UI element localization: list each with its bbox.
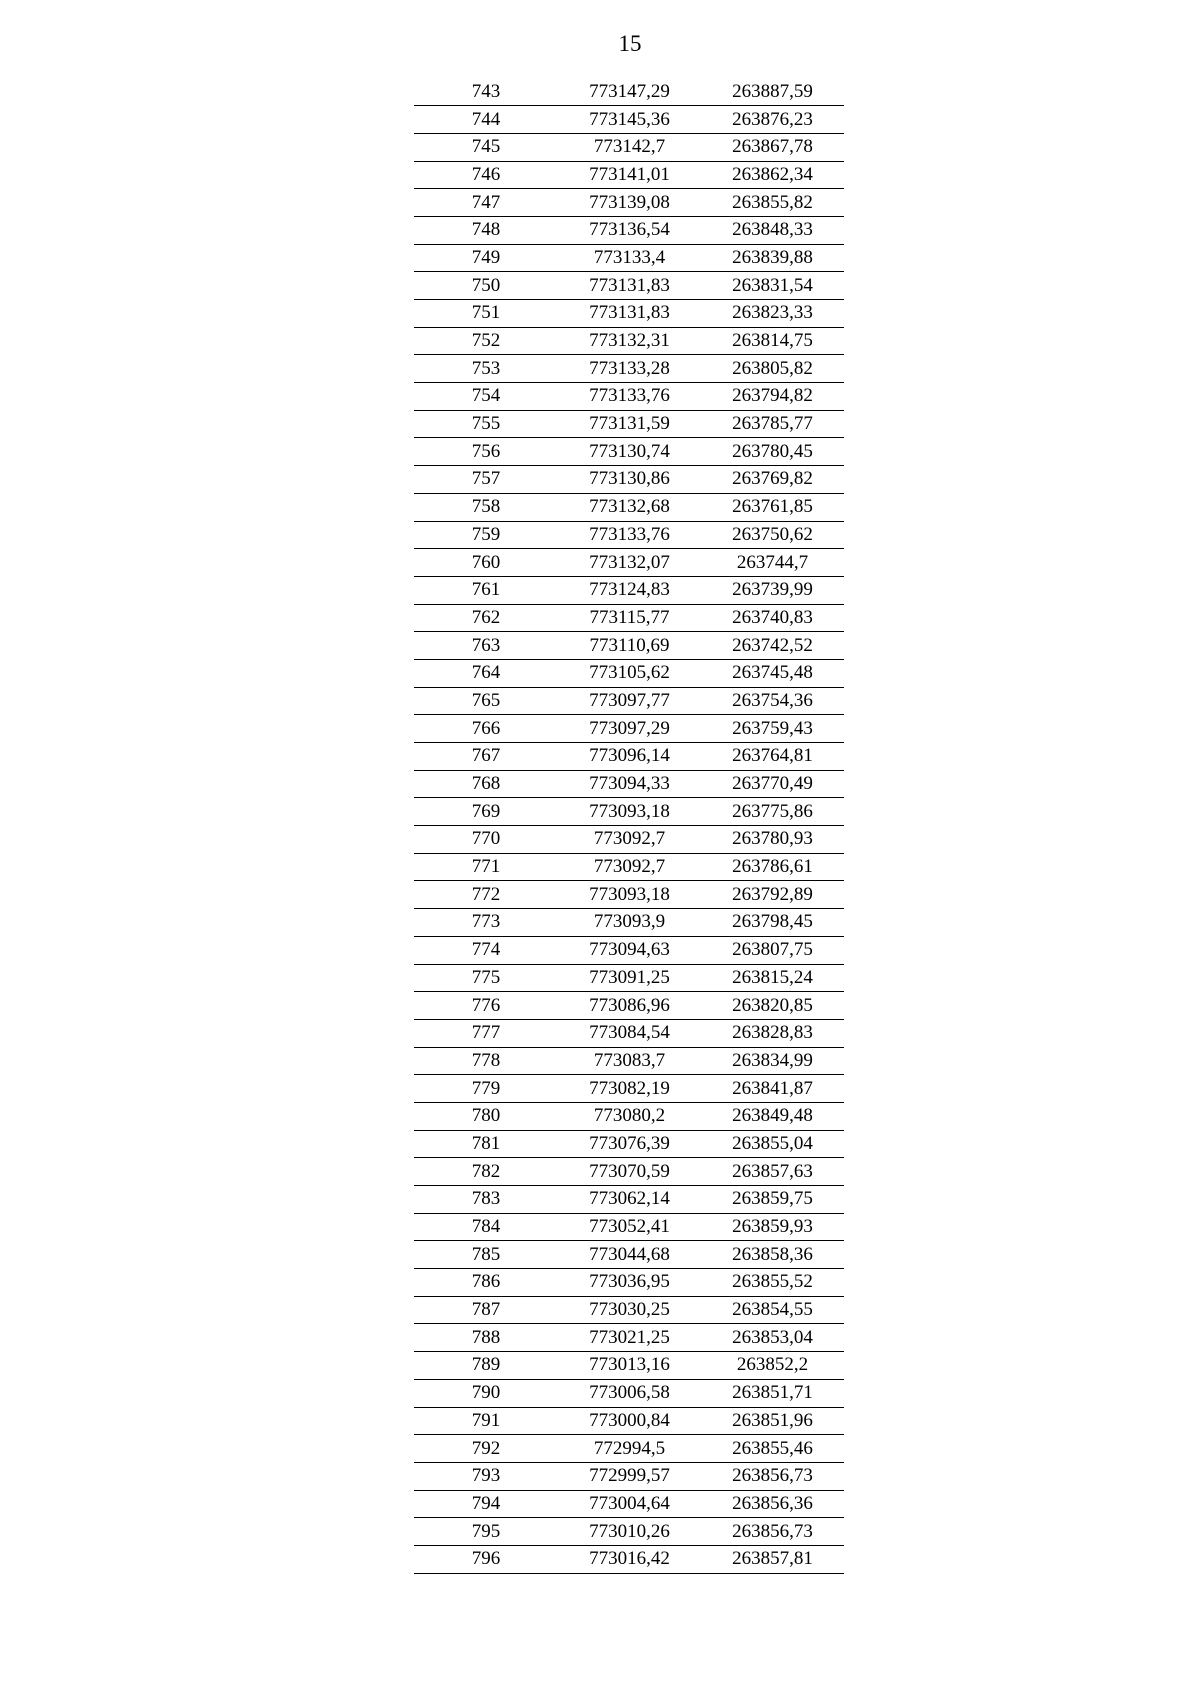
table-row [414, 1186, 844, 1214]
table-row [414, 743, 844, 771]
y-coordinate-cell: 263739,99 [701, 576, 844, 604]
x-coordinate-cell: 773094,63 [558, 936, 701, 964]
table-row [414, 1047, 844, 1075]
table-row [414, 189, 844, 217]
x-coordinate-cell: 773016,42 [558, 1545, 701, 1573]
table-row [414, 1269, 844, 1297]
point-number-cell: 762 [414, 604, 558, 632]
point-number-cell: 781 [414, 1130, 558, 1158]
y-coordinate-cell: 263764,81 [701, 743, 844, 771]
table-row [414, 1490, 844, 1518]
table-row [414, 133, 844, 161]
point-number-cell: 755 [414, 410, 558, 438]
x-coordinate-cell: 773006,58 [558, 1379, 701, 1407]
table-row [414, 936, 844, 964]
y-coordinate-cell: 263849,48 [701, 1102, 844, 1130]
y-coordinate-cell: 263867,78 [701, 133, 844, 161]
y-coordinate-cell: 263828,83 [701, 1019, 844, 1047]
point-number-cell: 769 [414, 798, 558, 826]
y-coordinate-cell: 263742,52 [701, 632, 844, 660]
table-row [414, 770, 844, 798]
point-number-cell: 748 [414, 216, 558, 244]
x-coordinate-cell: 773044,68 [558, 1241, 701, 1269]
y-coordinate-cell: 263831,54 [701, 272, 844, 300]
point-number-cell: 773 [414, 909, 558, 937]
table-row [414, 715, 844, 743]
y-coordinate-cell: 263856,36 [701, 1490, 844, 1518]
y-coordinate-cell: 263786,61 [701, 853, 844, 881]
point-number-cell: 795 [414, 1518, 558, 1546]
point-number-cell: 776 [414, 992, 558, 1020]
y-coordinate-cell: 263851,96 [701, 1407, 844, 1435]
x-coordinate-cell: 773092,7 [558, 826, 701, 854]
point-number-cell: 788 [414, 1324, 558, 1352]
point-number-cell: 747 [414, 189, 558, 217]
point-number-cell: 790 [414, 1379, 558, 1407]
y-coordinate-cell: 263856,73 [701, 1518, 844, 1546]
x-coordinate-cell: 773070,59 [558, 1158, 701, 1186]
y-coordinate-cell: 263792,89 [701, 881, 844, 909]
x-coordinate-cell: 772994,5 [558, 1435, 701, 1463]
x-coordinate-cell: 773093,18 [558, 881, 701, 909]
y-coordinate-cell: 263780,93 [701, 826, 844, 854]
x-coordinate-cell: 773124,83 [558, 576, 701, 604]
x-coordinate-cell: 773052,41 [558, 1213, 701, 1241]
y-coordinate-cell: 263815,24 [701, 964, 844, 992]
y-coordinate-cell: 263857,63 [701, 1158, 844, 1186]
y-coordinate-cell: 263754,36 [701, 687, 844, 715]
x-coordinate-cell: 773092,7 [558, 853, 701, 881]
x-coordinate-cell: 773084,54 [558, 1019, 701, 1047]
point-number-cell: 779 [414, 1075, 558, 1103]
point-number-cell: 768 [414, 770, 558, 798]
coordinates-table-body [414, 78, 844, 1573]
y-coordinate-cell: 263750,62 [701, 521, 844, 549]
y-coordinate-cell: 263744,7 [701, 549, 844, 577]
y-coordinate-cell: 263834,99 [701, 1047, 844, 1075]
point-number-cell: 745 [414, 133, 558, 161]
table-row [414, 992, 844, 1020]
table-row [414, 1545, 844, 1573]
y-coordinate-cell: 263839,88 [701, 244, 844, 272]
page-number: 15 [618, 31, 642, 56]
table-row [414, 853, 844, 881]
y-coordinate-cell: 263775,86 [701, 798, 844, 826]
point-number-cell: 775 [414, 964, 558, 992]
table-row [414, 216, 844, 244]
table-row [414, 1158, 844, 1186]
coordinates-table [414, 78, 844, 1574]
y-coordinate-cell: 263887,59 [701, 78, 844, 106]
x-coordinate-cell: 773110,69 [558, 632, 701, 660]
table-row [414, 493, 844, 521]
y-coordinate-cell: 263855,04 [701, 1130, 844, 1158]
table-row [414, 1241, 844, 1269]
x-coordinate-cell: 773093,9 [558, 909, 701, 937]
x-coordinate-cell: 773133,28 [558, 355, 701, 383]
point-number-cell: 767 [414, 743, 558, 771]
x-coordinate-cell: 773082,19 [558, 1075, 701, 1103]
point-number-cell: 777 [414, 1019, 558, 1047]
point-number-cell: 766 [414, 715, 558, 743]
y-coordinate-cell: 263820,85 [701, 992, 844, 1020]
y-coordinate-cell: 263859,75 [701, 1186, 844, 1214]
table-row [414, 78, 844, 106]
point-number-cell: 750 [414, 272, 558, 300]
table-row [414, 106, 844, 134]
y-coordinate-cell: 263745,48 [701, 659, 844, 687]
x-coordinate-cell: 773131,59 [558, 410, 701, 438]
x-coordinate-cell: 773147,29 [558, 78, 701, 106]
point-number-cell: 785 [414, 1241, 558, 1269]
y-coordinate-cell: 263848,33 [701, 216, 844, 244]
table-row [414, 1407, 844, 1435]
table-row [414, 272, 844, 300]
point-number-cell: 765 [414, 687, 558, 715]
table-row [414, 438, 844, 466]
x-coordinate-cell: 773083,7 [558, 1047, 701, 1075]
table-row [414, 1213, 844, 1241]
x-coordinate-cell: 773086,96 [558, 992, 701, 1020]
y-coordinate-cell: 263851,71 [701, 1379, 844, 1407]
point-number-cell: 782 [414, 1158, 558, 1186]
x-coordinate-cell: 773091,25 [558, 964, 701, 992]
table-row [414, 909, 844, 937]
point-number-cell: 793 [414, 1462, 558, 1490]
x-coordinate-cell: 773036,95 [558, 1269, 701, 1297]
table-row [414, 161, 844, 189]
table-row [414, 826, 844, 854]
y-coordinate-cell: 263740,83 [701, 604, 844, 632]
table-row [414, 1352, 844, 1380]
x-coordinate-cell: 772999,57 [558, 1462, 701, 1490]
y-coordinate-cell: 263854,55 [701, 1296, 844, 1324]
x-coordinate-cell: 773142,7 [558, 133, 701, 161]
table-row [414, 632, 844, 660]
point-number-cell: 794 [414, 1490, 558, 1518]
table-row [414, 687, 844, 715]
x-coordinate-cell: 773004,64 [558, 1490, 701, 1518]
point-number-cell: 796 [414, 1545, 558, 1573]
point-number-cell: 757 [414, 466, 558, 494]
point-number-cell: 786 [414, 1269, 558, 1297]
point-number-cell: 751 [414, 300, 558, 328]
point-number-cell: 754 [414, 383, 558, 411]
point-number-cell: 772 [414, 881, 558, 909]
point-number-cell: 789 [414, 1352, 558, 1380]
x-coordinate-cell: 773131,83 [558, 272, 701, 300]
table-row [414, 410, 844, 438]
x-coordinate-cell: 773133,76 [558, 521, 701, 549]
point-number-cell: 792 [414, 1435, 558, 1463]
point-number-cell: 763 [414, 632, 558, 660]
table-row [414, 1296, 844, 1324]
x-coordinate-cell: 773141,01 [558, 161, 701, 189]
point-number-cell: 770 [414, 826, 558, 854]
table-row [414, 1462, 844, 1490]
x-coordinate-cell: 773105,62 [558, 659, 701, 687]
x-coordinate-cell: 773130,74 [558, 438, 701, 466]
x-coordinate-cell: 773062,14 [558, 1186, 701, 1214]
table-row [414, 1102, 844, 1130]
y-coordinate-cell: 263856,73 [701, 1462, 844, 1490]
x-coordinate-cell: 773130,86 [558, 466, 701, 494]
x-coordinate-cell: 773096,14 [558, 743, 701, 771]
y-coordinate-cell: 263855,52 [701, 1269, 844, 1297]
point-number-cell: 749 [414, 244, 558, 272]
x-coordinate-cell: 773013,16 [558, 1352, 701, 1380]
x-coordinate-cell: 773133,4 [558, 244, 701, 272]
y-coordinate-cell: 263853,04 [701, 1324, 844, 1352]
point-number-cell: 758 [414, 493, 558, 521]
x-coordinate-cell: 773139,08 [558, 189, 701, 217]
y-coordinate-cell: 263761,85 [701, 493, 844, 521]
point-number-cell: 759 [414, 521, 558, 549]
y-coordinate-cell: 263814,75 [701, 327, 844, 355]
point-number-cell: 752 [414, 327, 558, 355]
table-row [414, 383, 844, 411]
table-row [414, 327, 844, 355]
table-row [414, 1518, 844, 1546]
table-row [414, 604, 844, 632]
y-coordinate-cell: 263859,93 [701, 1213, 844, 1241]
table-row [414, 881, 844, 909]
x-coordinate-cell: 773132,31 [558, 327, 701, 355]
y-coordinate-cell: 263770,49 [701, 770, 844, 798]
x-coordinate-cell: 773076,39 [558, 1130, 701, 1158]
point-number-cell: 783 [414, 1186, 558, 1214]
point-number-cell: 771 [414, 853, 558, 881]
x-coordinate-cell: 773115,77 [558, 604, 701, 632]
y-coordinate-cell: 263769,82 [701, 466, 844, 494]
x-coordinate-cell: 773080,2 [558, 1102, 701, 1130]
y-coordinate-cell: 263798,45 [701, 909, 844, 937]
x-coordinate-cell: 773133,76 [558, 383, 701, 411]
table-row [414, 1435, 844, 1463]
x-coordinate-cell: 773131,83 [558, 300, 701, 328]
y-coordinate-cell: 263785,77 [701, 410, 844, 438]
y-coordinate-cell: 263807,75 [701, 936, 844, 964]
x-coordinate-cell: 773132,68 [558, 493, 701, 521]
point-number-cell: 744 [414, 106, 558, 134]
y-coordinate-cell: 263855,82 [701, 189, 844, 217]
x-coordinate-cell: 773097,77 [558, 687, 701, 715]
y-coordinate-cell: 263858,36 [701, 1241, 844, 1269]
table-row [414, 659, 844, 687]
x-coordinate-cell: 773093,18 [558, 798, 701, 826]
y-coordinate-cell: 263852,2 [701, 1352, 844, 1380]
y-coordinate-cell: 263759,43 [701, 715, 844, 743]
x-coordinate-cell: 773010,26 [558, 1518, 701, 1546]
table-row [414, 576, 844, 604]
table-row [414, 1324, 844, 1352]
x-coordinate-cell: 773136,54 [558, 216, 701, 244]
point-number-cell: 778 [414, 1047, 558, 1075]
point-number-cell: 756 [414, 438, 558, 466]
table-row [414, 355, 844, 383]
table-row [414, 964, 844, 992]
x-coordinate-cell: 773132,07 [558, 549, 701, 577]
point-number-cell: 791 [414, 1407, 558, 1435]
table-row [414, 1019, 844, 1047]
y-coordinate-cell: 263862,34 [701, 161, 844, 189]
x-coordinate-cell: 773145,36 [558, 106, 701, 134]
y-coordinate-cell: 263855,46 [701, 1435, 844, 1463]
point-number-cell: 743 [414, 78, 558, 106]
point-number-cell: 764 [414, 659, 558, 687]
point-number-cell: 780 [414, 1102, 558, 1130]
x-coordinate-cell: 773021,25 [558, 1324, 701, 1352]
y-coordinate-cell: 263823,33 [701, 300, 844, 328]
table-row [414, 798, 844, 826]
y-coordinate-cell: 263794,82 [701, 383, 844, 411]
y-coordinate-cell: 263805,82 [701, 355, 844, 383]
point-number-cell: 760 [414, 549, 558, 577]
table-row [414, 300, 844, 328]
y-coordinate-cell: 263780,45 [701, 438, 844, 466]
point-number-cell: 761 [414, 576, 558, 604]
table-row [414, 466, 844, 494]
point-number-cell: 774 [414, 936, 558, 964]
y-coordinate-cell: 263876,23 [701, 106, 844, 134]
table-row [414, 1130, 844, 1158]
table-row [414, 521, 844, 549]
point-number-cell: 753 [414, 355, 558, 383]
y-coordinate-cell: 263857,81 [701, 1545, 844, 1573]
x-coordinate-cell: 773094,33 [558, 770, 701, 798]
point-number-cell: 784 [414, 1213, 558, 1241]
point-number-cell: 787 [414, 1296, 558, 1324]
x-coordinate-cell: 773097,29 [558, 715, 701, 743]
x-coordinate-cell: 773030,25 [558, 1296, 701, 1324]
x-coordinate-cell: 773000,84 [558, 1407, 701, 1435]
table-row [414, 1379, 844, 1407]
point-number-cell: 746 [414, 161, 558, 189]
table-row [414, 244, 844, 272]
table-row [414, 1075, 844, 1103]
y-coordinate-cell: 263841,87 [701, 1075, 844, 1103]
table-row [414, 549, 844, 577]
